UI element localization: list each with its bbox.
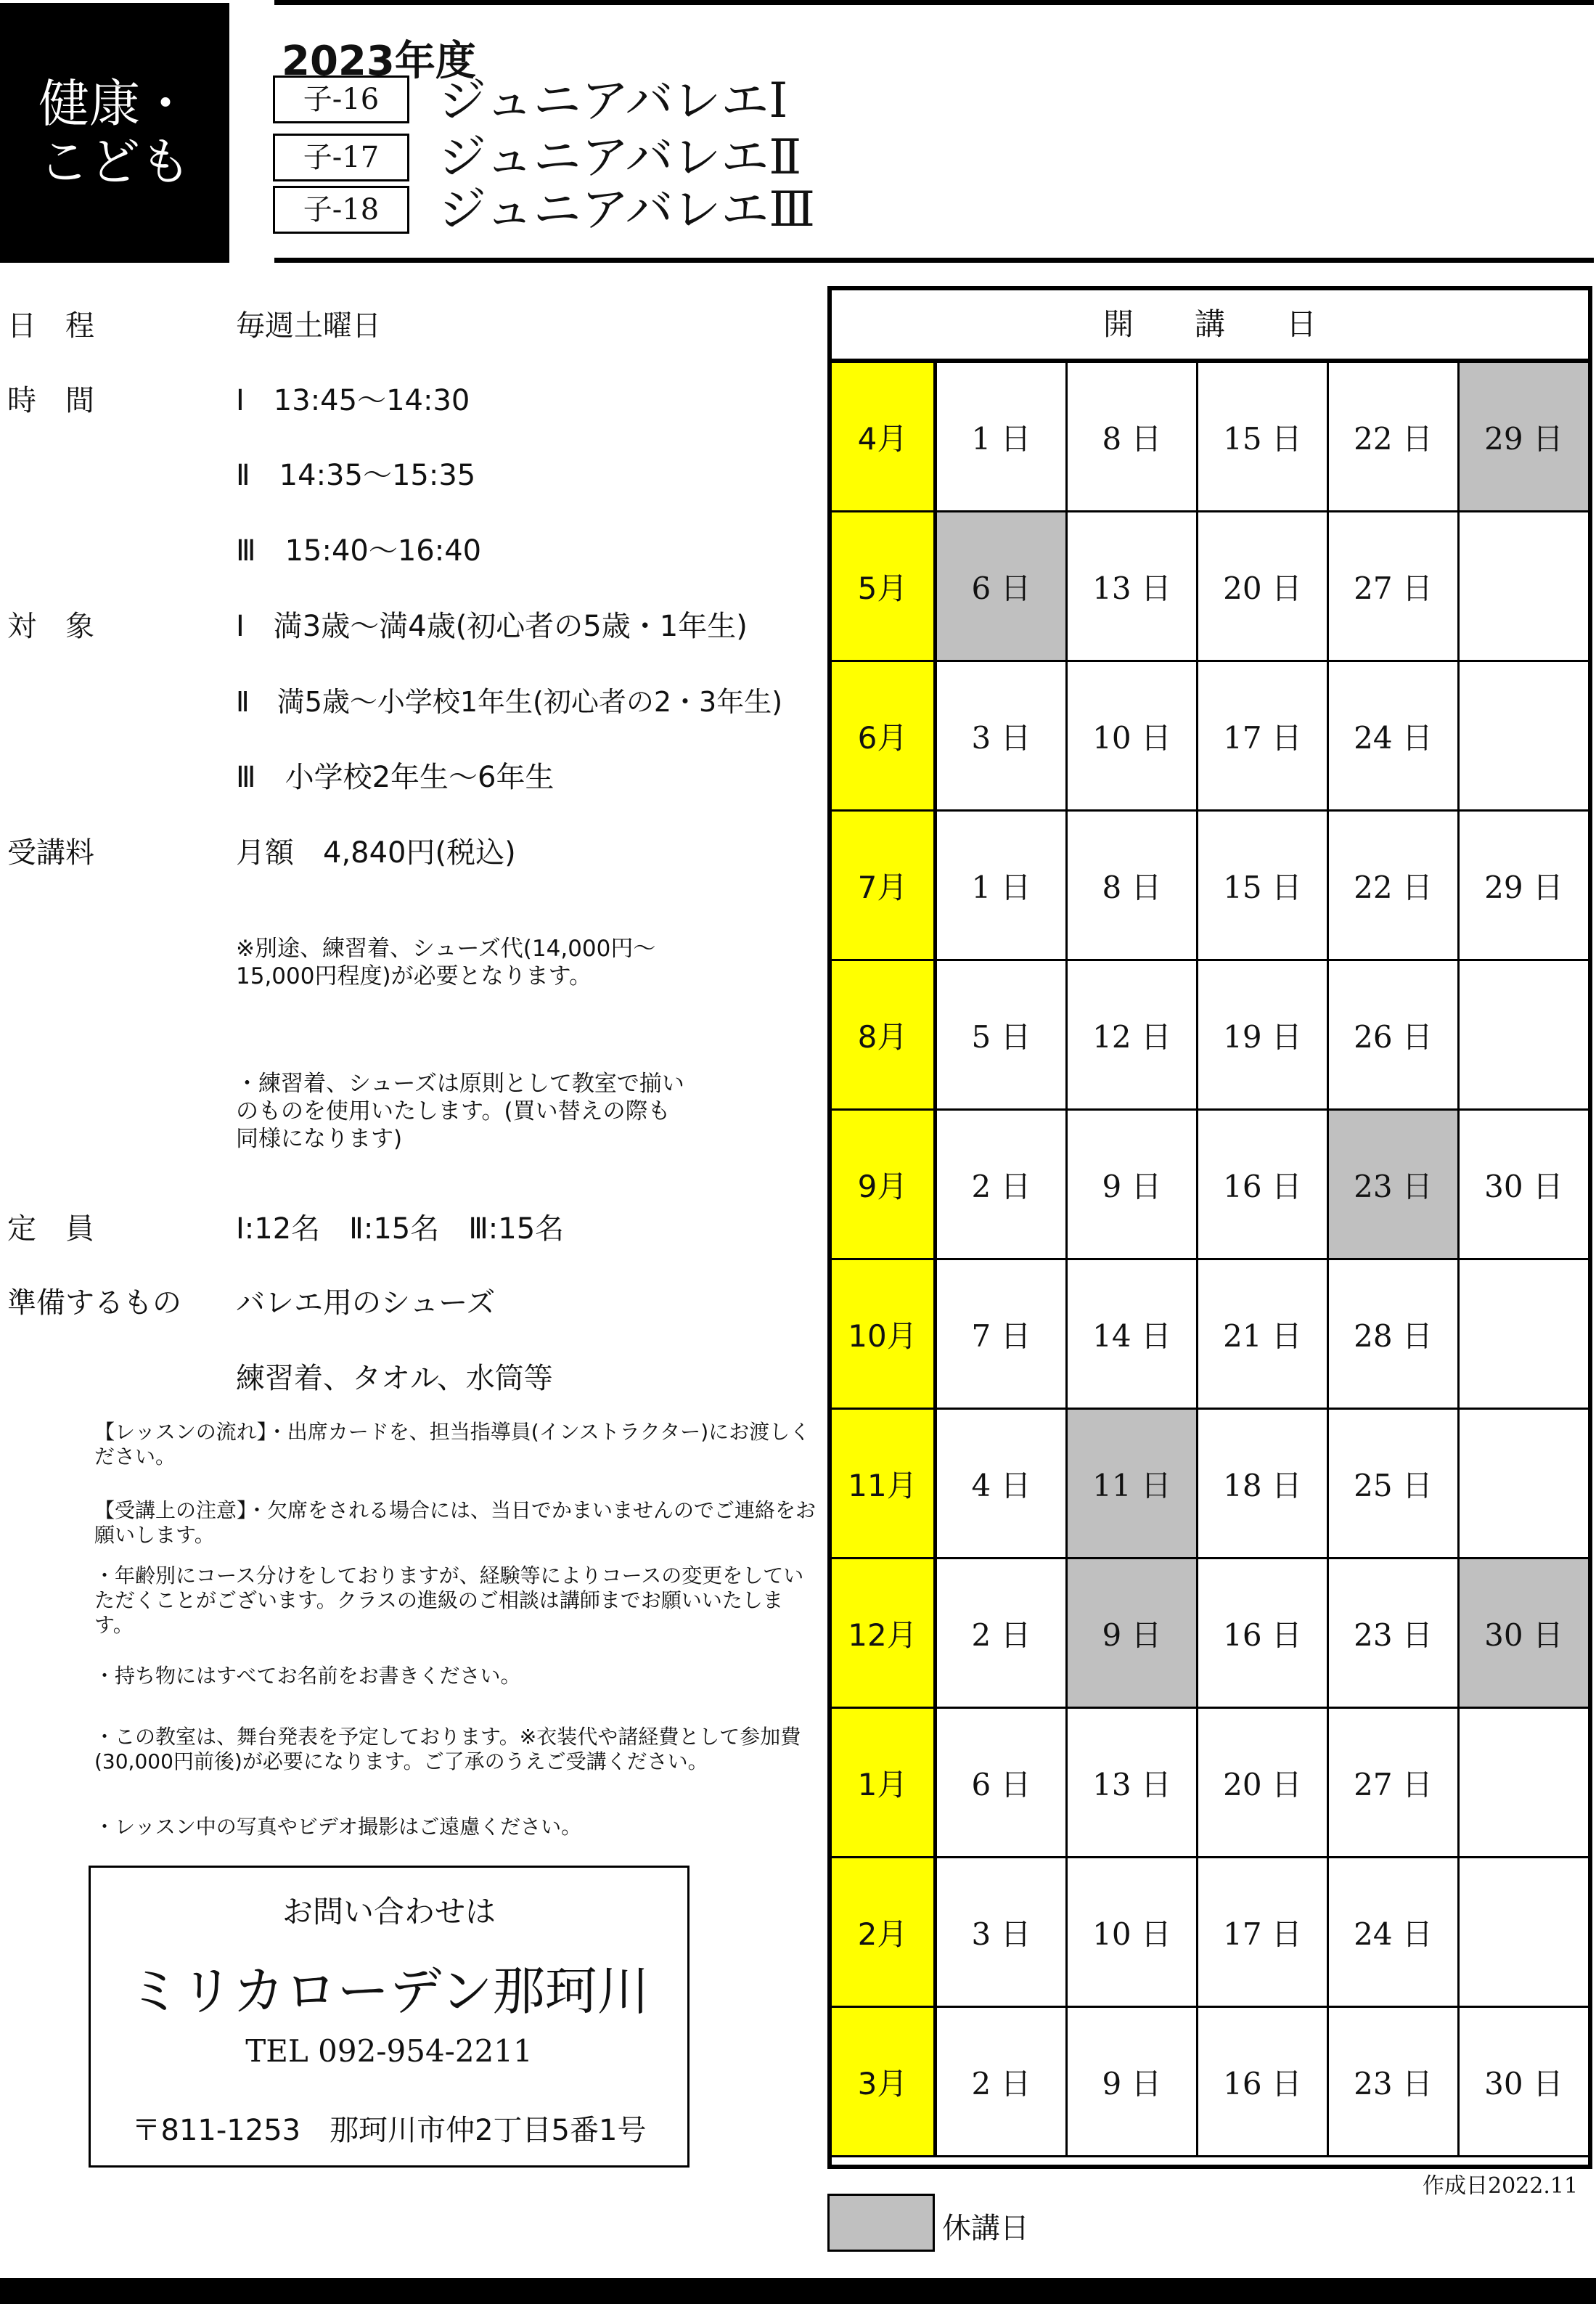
fee-note-1: ※別途、練習着、シューズ代(14,000円～15,000円程度)が必要となります。 bbox=[236, 936, 656, 989]
day-cell-closed: 30 日 bbox=[1460, 1559, 1588, 1709]
day-cell: 8 日 bbox=[1068, 363, 1198, 512]
month-cell: 8月 bbox=[832, 961, 937, 1111]
course-title-1: ジュニアバレエⅠ bbox=[438, 73, 788, 128]
contact-tel: TEL 092-954-2211 bbox=[245, 2033, 533, 2069]
calendar-row bbox=[832, 1260, 1588, 1410]
contact-box bbox=[89, 1866, 689, 2168]
day-cell: 20 日 bbox=[1198, 512, 1329, 662]
day-cell: 2 日 bbox=[937, 1559, 1068, 1709]
calendar-row bbox=[832, 1559, 1588, 1709]
day-cell: 9 日 bbox=[1068, 1111, 1198, 1260]
month-cell: 3月 bbox=[832, 2008, 937, 2157]
day-cell: 13 日 bbox=[1068, 1709, 1198, 1858]
course-title-3: ジュニアバレエⅢ bbox=[438, 181, 816, 237]
day-cell bbox=[1460, 1410, 1588, 1559]
calendar-row bbox=[832, 1858, 1588, 2008]
day-cell bbox=[1460, 662, 1588, 812]
contact-name: ミリカローデン那珂川 bbox=[128, 1961, 650, 2022]
month-cell: 10月 bbox=[832, 1260, 937, 1410]
day-cell: 8 日 bbox=[1068, 812, 1198, 961]
top-divider bbox=[274, 0, 1594, 5]
time-label: 時 間 bbox=[7, 384, 94, 417]
capacity-label: 定 員 bbox=[7, 1212, 94, 1246]
month-cell: 4月 bbox=[832, 363, 937, 512]
fee-note-2: ・練習着、シューズは原則として教室で揃いのものを使用いたします。(買い替えの際も同様になります) bbox=[236, 1071, 684, 1152]
time-value-1: Ⅰ 13:45～14:30 bbox=[236, 384, 470, 417]
day-cell: 2 日 bbox=[937, 2008, 1068, 2157]
day-cell: 17 日 bbox=[1198, 662, 1329, 812]
day-cell: 16 日 bbox=[1198, 2008, 1329, 2157]
category-line-1: 健康・ bbox=[38, 74, 191, 134]
category-label bbox=[0, 3, 229, 263]
day-cell-closed: 9 日 bbox=[1068, 1559, 1198, 1709]
year-title: 2023年度 bbox=[282, 38, 476, 85]
calendar-row bbox=[832, 2008, 1588, 2157]
day-cell: 23 日 bbox=[1329, 1559, 1460, 1709]
day-cell: 30 日 bbox=[1460, 1111, 1588, 1260]
contact-address: 〒811-1253 那珂川市仲2丁目5番1号 bbox=[131, 2114, 647, 2147]
calendar-table bbox=[827, 286, 1592, 2169]
header-divider bbox=[274, 258, 1594, 263]
month-cell: 1月 bbox=[832, 1709, 937, 1858]
day-cell: 10 日 bbox=[1068, 662, 1198, 812]
course-code-3: 子-18 bbox=[273, 186, 409, 234]
day-cell: 4 日 bbox=[937, 1410, 1068, 1559]
month-cell: 7月 bbox=[832, 812, 937, 961]
day-cell: 5 日 bbox=[937, 961, 1068, 1111]
calendar-row bbox=[832, 363, 1588, 512]
day-cell bbox=[1460, 1709, 1588, 1858]
day-cell bbox=[1460, 961, 1588, 1111]
day-cell: 22 日 bbox=[1329, 363, 1460, 512]
schedule-value: 毎週土曜日 bbox=[236, 309, 381, 343]
day-cell: 3 日 bbox=[937, 662, 1068, 812]
schedule-label: 日 程 bbox=[7, 309, 94, 343]
day-cell: 23 日 bbox=[1329, 2008, 1460, 2157]
legend-label: 休講日 bbox=[942, 2212, 1029, 2245]
fee-value: 月額 4,840円(税込) bbox=[236, 836, 516, 870]
day-cell: 14 日 bbox=[1068, 1260, 1198, 1410]
calendar-row bbox=[832, 1709, 1588, 1858]
note-attention: 【受講上の注意】・欠席をされる場合には、当日でかまいませんのでご連絡をお願いします。 bbox=[94, 1498, 817, 1547]
day-cell-closed: 29 日 bbox=[1460, 363, 1588, 512]
legend-swatch bbox=[827, 2194, 935, 2252]
day-cell: 24 日 bbox=[1329, 1858, 1460, 2008]
day-cell-closed: 6 日 bbox=[937, 512, 1068, 662]
calendar-body bbox=[832, 363, 1588, 2165]
calendar-row bbox=[832, 961, 1588, 1111]
target-value-1: Ⅰ 満3歳～満4歳(初心者の5歳・1年生) bbox=[236, 610, 748, 643]
target-value-2: Ⅱ 満5歳～小学校1年生(初心者の2・3年生) bbox=[236, 686, 783, 718]
day-cell: 17 日 bbox=[1198, 1858, 1329, 2008]
prep-value-2: 練習着、タオル、水筒等 bbox=[236, 1362, 553, 1395]
day-cell: 10 日 bbox=[1068, 1858, 1198, 2008]
day-cell: 30 日 bbox=[1460, 2008, 1588, 2157]
day-cell: 25 日 bbox=[1329, 1410, 1460, 1559]
day-cell: 19 日 bbox=[1198, 961, 1329, 1111]
day-cell bbox=[1460, 1858, 1588, 2008]
day-cell-closed: 11 日 bbox=[1068, 1410, 1198, 1559]
calendar-row bbox=[832, 1111, 1588, 1260]
category-line-2: こども bbox=[38, 132, 191, 192]
target-value-3: Ⅲ 小学校2年生～6年生 bbox=[236, 761, 554, 794]
day-cell: 3 日 bbox=[937, 1858, 1068, 2008]
month-cell: 5月 bbox=[832, 512, 937, 662]
day-cell: 24 日 bbox=[1329, 662, 1460, 812]
bottom-bar bbox=[0, 2278, 1596, 2304]
day-cell: 16 日 bbox=[1198, 1559, 1329, 1709]
day-cell: 2 日 bbox=[937, 1111, 1068, 1260]
day-cell bbox=[1460, 1260, 1588, 1410]
note-belongings: ・持ち物にはすべてお名前をお書きください。 bbox=[94, 1664, 521, 1688]
prep-label: 準備するもの bbox=[7, 1286, 181, 1320]
time-value-3: Ⅲ 15:40～16:40 bbox=[236, 534, 482, 568]
day-cell: 13 日 bbox=[1068, 512, 1198, 662]
created-date: 作成日2022.11 bbox=[1423, 2173, 1579, 2199]
day-cell: 15 日 bbox=[1198, 363, 1329, 512]
month-cell: 9月 bbox=[832, 1111, 937, 1260]
calendar-row bbox=[832, 512, 1588, 662]
day-cell: 22 日 bbox=[1329, 812, 1460, 961]
contact-heading: お問い合わせは bbox=[282, 1894, 496, 1929]
month-cell: 11月 bbox=[832, 1410, 937, 1559]
day-cell: 27 日 bbox=[1329, 1709, 1460, 1858]
day-cell-closed: 23 日 bbox=[1329, 1111, 1460, 1260]
day-cell: 16 日 bbox=[1198, 1111, 1329, 1260]
note-performance: ・この教室は、舞台発表を予定しております。※衣装代や諸経費として参加費(30,000円前後)が必要になります。ご了承のうえご受講ください。 bbox=[94, 1725, 801, 1773]
day-cell: 18 日 bbox=[1198, 1410, 1329, 1559]
day-cell: 20 日 bbox=[1198, 1709, 1329, 1858]
day-cell: 29 日 bbox=[1460, 812, 1588, 961]
calendar-row bbox=[832, 1410, 1588, 1559]
day-cell: 9 日 bbox=[1068, 2008, 1198, 2157]
day-cell: 1 日 bbox=[937, 363, 1068, 512]
time-value-2: Ⅱ 14:35～15:35 bbox=[236, 459, 476, 492]
month-cell: 12月 bbox=[832, 1559, 937, 1709]
day-cell: 15 日 bbox=[1198, 812, 1329, 961]
note-lesson-flow: 【レッスンの流れ】・出席カードを、担当指導員(インストラクター)にお渡しください。 bbox=[94, 1420, 811, 1468]
day-cell: 12 日 bbox=[1068, 961, 1198, 1111]
calendar-header: 開 講 日 bbox=[832, 290, 1588, 363]
day-cell: 21 日 bbox=[1198, 1260, 1329, 1410]
day-cell: 28 日 bbox=[1329, 1260, 1460, 1410]
calendar-row bbox=[832, 812, 1588, 961]
calendar-row bbox=[832, 662, 1588, 812]
note-photo: ・レッスン中の写真やビデオ撮影はご遠慮ください。 bbox=[94, 1815, 582, 1839]
course-title-2: ジュニアバレエⅡ bbox=[438, 129, 802, 185]
prep-value-1: バレエ用のシューズ bbox=[236, 1286, 496, 1320]
course-code-1: 子-16 bbox=[273, 75, 409, 123]
day-cell bbox=[1460, 512, 1588, 662]
month-cell: 6月 bbox=[832, 662, 937, 812]
note-course-change: ・年齢別にコース分けをしておりますが、経験等によりコースの変更をしていただくことがございます。クラスの進級のご相談は講師までお願いいたします。 bbox=[94, 1564, 804, 1637]
day-cell: 26 日 bbox=[1329, 961, 1460, 1111]
course-code-2: 子-17 bbox=[273, 134, 409, 181]
fee-label: 受講料 bbox=[7, 836, 94, 870]
day-cell: 1 日 bbox=[937, 812, 1068, 961]
day-cell: 6 日 bbox=[937, 1709, 1068, 1858]
month-cell: 2月 bbox=[832, 1858, 937, 2008]
target-label: 対 象 bbox=[7, 610, 94, 643]
day-cell: 7 日 bbox=[937, 1260, 1068, 1410]
capacity-value: Ⅰ:12名 Ⅱ:15名 Ⅲ:15名 bbox=[236, 1212, 565, 1246]
day-cell: 27 日 bbox=[1329, 512, 1460, 662]
